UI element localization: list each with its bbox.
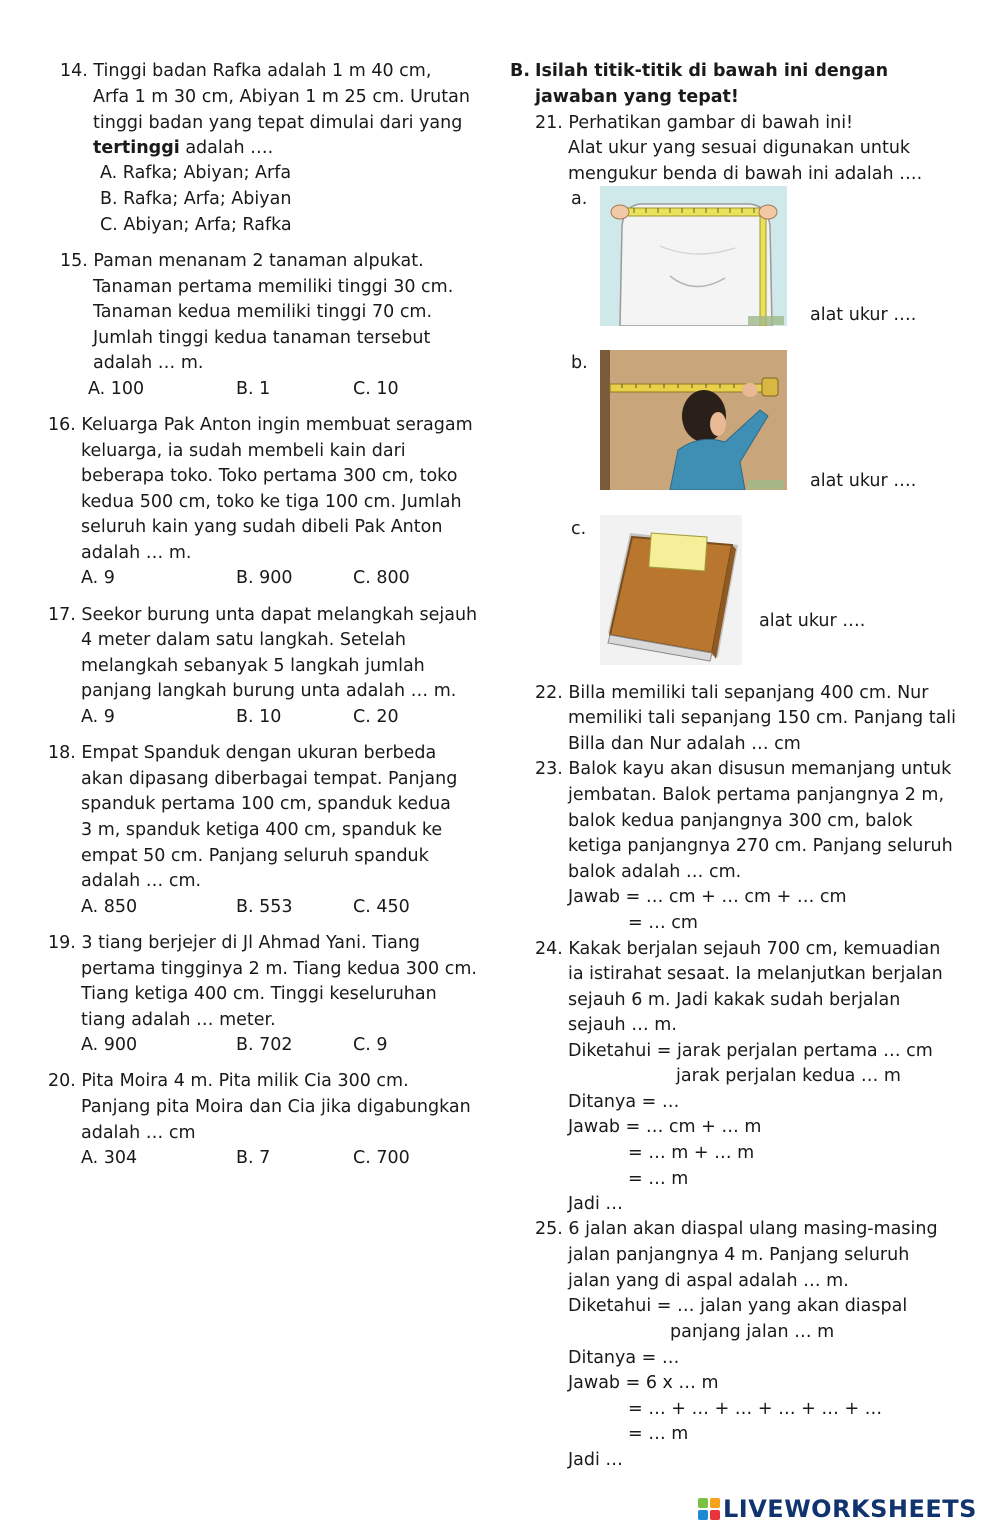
known-line[interactable]: jarak perjalan kedua … m (676, 1066, 901, 1086)
brand-name: LIVEWORKSHEETS (723, 1495, 977, 1523)
question-text: sejauh … m. (568, 1015, 677, 1035)
question-text: ia istirahat sesaat. Ia melanjutkan berjalan (568, 964, 943, 984)
question-text: mengukur benda di bawah ini adalah …. (568, 164, 923, 184)
question-text: Tanaman kedua memiliki tinggi 70 cm. (93, 302, 433, 322)
option-b: B. 702 (236, 1035, 293, 1055)
answer-blank[interactable]: alat ukur …. (759, 611, 866, 631)
question-text: panjang langkah burung unta adalah … m. (81, 681, 457, 701)
question-text: memiliki tali sepanjang 150 cm. Panjang tali (568, 708, 957, 728)
question-text: 4 meter dalam satu langkah. Setelah (81, 630, 407, 650)
question-text: jembatan. Balok pertama panjangnya 2 m, (568, 785, 945, 805)
section-label: B. (510, 61, 530, 81)
asked-line[interactable]: Ditanya = … (568, 1092, 680, 1112)
option-c: C. 700 (353, 1148, 410, 1168)
answer-line[interactable]: Jawab = 6 x … m (568, 1373, 719, 1393)
question-text: Arfa 1 m 30 cm, Abiyan 1 m 25 cm. Urutan (93, 87, 470, 107)
asked-line[interactable]: Ditanya = … (568, 1348, 680, 1368)
question-text: 25. 6 jalan akan diaspal ulang masing-masing (535, 1219, 938, 1239)
question-text: 21. Perhatikan gambar di bawah ini! (535, 113, 854, 133)
option-b: B. 1 (236, 379, 271, 399)
question-text: Panjang pita Moira dan Cia jika digabungkan (81, 1097, 471, 1117)
option-a: A. 304 (81, 1148, 138, 1168)
tape-measure-wall-image (600, 350, 787, 490)
section-title: Isilah titik-titik di bawah ini dengan (535, 61, 889, 81)
answer-blank[interactable]: alat ukur …. (810, 471, 917, 491)
question-text: keluarga, ia sudah membeli kain dari (81, 441, 406, 461)
option-b: B. 553 (236, 897, 293, 917)
option-c: C. Abiyan; Arfa; Rafka (100, 215, 292, 235)
question-text: 17. Seekor burung unta dapat melangkah sejauh (48, 605, 478, 625)
question-text: Alat ukur yang sesuai digunakan untuk (568, 138, 911, 158)
question-text: 20. Pita Moira 4 m. Pita milik Cia 300 cm. (48, 1071, 409, 1091)
question-text: melangkah sebanyak 5 langkah jumlah (81, 656, 425, 676)
question-text: tinggi badan yang tepat dimulai dari yang (93, 113, 463, 133)
question-text: pertama tingginya 2 m. Tiang kedua 300 cm. (81, 959, 477, 979)
item-label-b: b. (571, 353, 588, 373)
option-b: B. 7 (236, 1148, 271, 1168)
option-c: C. 450 (353, 897, 410, 917)
question-text: 16. Keluarga Pak Anton ingin membuat seragam (48, 415, 473, 435)
question-text: kedua 500 cm, toko ke tiga 100 cm. Jumlah (81, 492, 462, 512)
option-c: C. 800 (353, 568, 410, 588)
option-b: B. Rafka; Arfa; Abiyan (100, 189, 292, 209)
question-text: 19. 3 tiang berjejer di Jl Ahmad Yani. Tiang (48, 933, 421, 953)
question-text: akan dipasang diberbagai tempat. Panjang (81, 769, 458, 789)
question-text[interactable]: Billa dan Nur adalah … cm (568, 734, 801, 754)
logo-square (698, 1510, 708, 1520)
answer-line[interactable]: = … m (628, 1424, 689, 1444)
conclusion-line[interactable]: Jadi … (568, 1450, 623, 1470)
question-text: 22. Billa memiliki tali sepanjang 400 cm. Nur (535, 683, 929, 703)
question-text: jalan panjangnya 4 m. Panjang seluruh (568, 1245, 910, 1265)
question-text: spanduk pertama 100 cm, spanduk kedua (81, 794, 451, 814)
option-a: A. 9 (81, 568, 115, 588)
known-line[interactable]: Diketahui = … jalan yang akan diaspal (568, 1296, 908, 1316)
book-image (600, 515, 742, 665)
question-text: seluruh kain yang sudah dibeli Pak Anton (81, 517, 443, 537)
question-text: adalah … m. (81, 543, 192, 563)
option-a: A. 9 (81, 707, 115, 727)
logo-square (710, 1510, 720, 1520)
question-text: 3 m, spanduk ketiga 400 cm, spanduk ke (81, 820, 443, 840)
logo-square (698, 1498, 708, 1508)
question-text: sejauh 6 m. Jadi kakak sudah berjalan (568, 990, 901, 1010)
option-a: A. 900 (81, 1035, 138, 1055)
question-text: adalah … m. (93, 353, 204, 373)
logo-grid-icon (698, 1498, 720, 1520)
question-text: 14. Tinggi badan Rafka adalah 1 m 40 cm, (60, 61, 432, 81)
question-text: Tanaman pertama memiliki tinggi 30 cm. (93, 277, 454, 297)
question-text: balok kedua panjangnya 300 cm, balok (568, 811, 913, 831)
option-a: A. Rafka; Abiyan; Arfa (100, 163, 292, 183)
option-b: B. 900 (236, 568, 293, 588)
question-text: empat 50 cm. Panjang seluruh spanduk (81, 846, 429, 866)
answer-line[interactable]: = … m (628, 1169, 689, 1189)
question-text: Tiang ketiga 400 cm. Tinggi keseluruhan (81, 984, 437, 1004)
question-text: jalan yang di aspal adalah … m. (568, 1271, 849, 1291)
answer-blank[interactable]: alat ukur …. (810, 305, 917, 325)
question-text: 23. Balok kayu akan disusun memanjang untuk (535, 759, 952, 779)
question-text: tertinggi adalah …. (93, 138, 274, 158)
liveworksheets-logo (698, 1494, 977, 1524)
answer-line[interactable]: = … m + … m (628, 1143, 755, 1163)
option-a: A. 850 (81, 897, 138, 917)
question-text: 15. Paman menanam 2 tanaman alpukat. (60, 251, 424, 271)
logo-square (710, 1498, 720, 1508)
answer-line[interactable]: Jawab = … cm + … cm + … cm (568, 887, 847, 907)
question-text: 24. Kakak berjalan sejauh 700 cm, kemuadian (535, 939, 941, 959)
answer-line[interactable]: = … cm (628, 913, 698, 933)
question-text: adalah … cm (81, 1123, 196, 1143)
item-label-c: c. (571, 519, 587, 539)
answer-line[interactable]: Jawab = … cm + … m (568, 1117, 762, 1137)
option-b: B. 10 (236, 707, 282, 727)
option-c: C. 9 (353, 1035, 388, 1055)
emphasis-text: tertinggi (93, 138, 180, 158)
tape-measure-chest-image (600, 186, 787, 326)
answer-line[interactable]: = … + … + … + … + … + … (628, 1399, 883, 1419)
item-label-a: a. (571, 189, 588, 209)
question-text: 18. Empat Spanduk dengan ukuran berbeda (48, 743, 437, 763)
question-text: beberapa toko. Toko pertama 300 cm, toko (81, 466, 458, 486)
question-text: ketiga panjangnya 270 cm. Panjang seluruh (568, 836, 953, 856)
option-a: A. 100 (88, 379, 145, 399)
section-title: jawaban yang tepat! (535, 87, 739, 107)
question-text: tiang adalah … meter. (81, 1010, 276, 1030)
known-line[interactable]: Diketahui = jarak perjalan pertama … cm (568, 1041, 933, 1061)
option-c: C. 10 (353, 379, 399, 399)
question-text: adalah … cm. (81, 871, 202, 891)
conclusion-line[interactable]: Jadi … (568, 1194, 623, 1214)
option-c: C. 20 (353, 707, 399, 727)
question-text: Jumlah tinggi kedua tanaman tersebut (93, 328, 431, 348)
question-text: balok adalah … cm. (568, 862, 742, 882)
known-line[interactable]: panjang jalan … m (670, 1322, 835, 1342)
